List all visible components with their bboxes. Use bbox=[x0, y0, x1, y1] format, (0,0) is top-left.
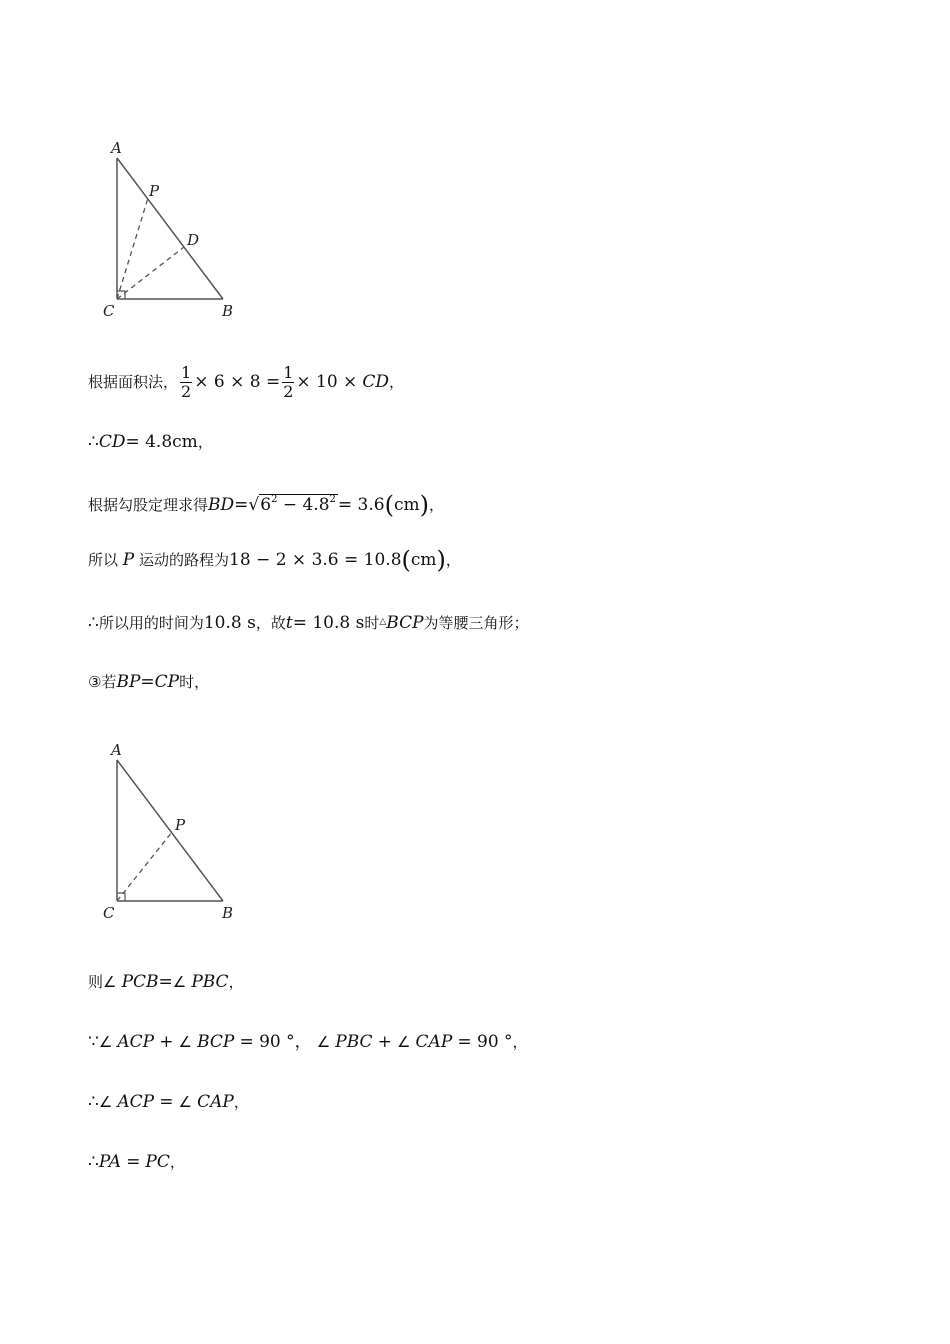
triangle-figure-1-svg bbox=[100, 138, 250, 328]
triangle-figure-1 bbox=[100, 138, 250, 328]
point-label-p: P bbox=[175, 816, 186, 834]
vertex-label-a: A bbox=[111, 139, 122, 157]
path-length-line: 所以 P 运动的路程为18 − 2 × 3.6 = 10.8(cm)， bbox=[88, 546, 461, 574]
area-method-line: 根据面积法， $\frac{1}{2}$ × 6 × 8 = $\frac{1}{2}$ × 10 × CD， bbox=[88, 363, 405, 401]
cd-result-line: ∴CD= 4.8cm， bbox=[88, 432, 213, 452]
point-label-d: D bbox=[187, 231, 200, 249]
vertex-label-b: B bbox=[222, 302, 234, 320]
fraction-half: $\frac{1}{2}$ bbox=[181, 363, 192, 401]
vertex-label-c: C bbox=[103, 302, 115, 320]
fraction-half-2: $\frac{1}{2}$ bbox=[283, 363, 294, 401]
square-root: $√6^2 - 4.8^2$ bbox=[248, 494, 336, 515]
vertex-label-a: A bbox=[111, 741, 122, 759]
segment-cp bbox=[117, 832, 172, 901]
time-conclusion-line: ∴所以用的时间为10.8 s，故t= 10.8 s时△BCP为等腰三角形； bbox=[88, 613, 529, 633]
side-ab bbox=[117, 158, 223, 299]
segment-cp bbox=[117, 198, 148, 299]
triangle-figure-2-svg bbox=[100, 740, 250, 930]
pa-pc-line: ∴PA = PC， bbox=[88, 1152, 185, 1172]
point-label-p: P bbox=[149, 182, 160, 200]
side-ab bbox=[117, 760, 223, 901]
pythagoras-line: 根据勾股定理求得$BD=√6^2 - 4.8^2 = 3.6(cm)$， bbox=[88, 488, 444, 517]
angle-equal-line: 则∠ PCB=∠ PBC， bbox=[88, 972, 244, 992]
angle-sum-line: ∵∠ ACP + ∠ BCP = 90 °， ∠ PBC + ∠ CAP = 90 °， bbox=[88, 1032, 528, 1052]
triangle-figure-2 bbox=[100, 740, 250, 930]
vertex-label-c: C bbox=[103, 904, 115, 922]
angle-acp-cap-line: ∴∠ ACP = ∠ CAP， bbox=[88, 1092, 249, 1112]
vertex-label-b: B bbox=[222, 904, 234, 922]
case-three-line: ③若BP=CP时， bbox=[88, 672, 210, 692]
segment-cd bbox=[117, 247, 184, 299]
